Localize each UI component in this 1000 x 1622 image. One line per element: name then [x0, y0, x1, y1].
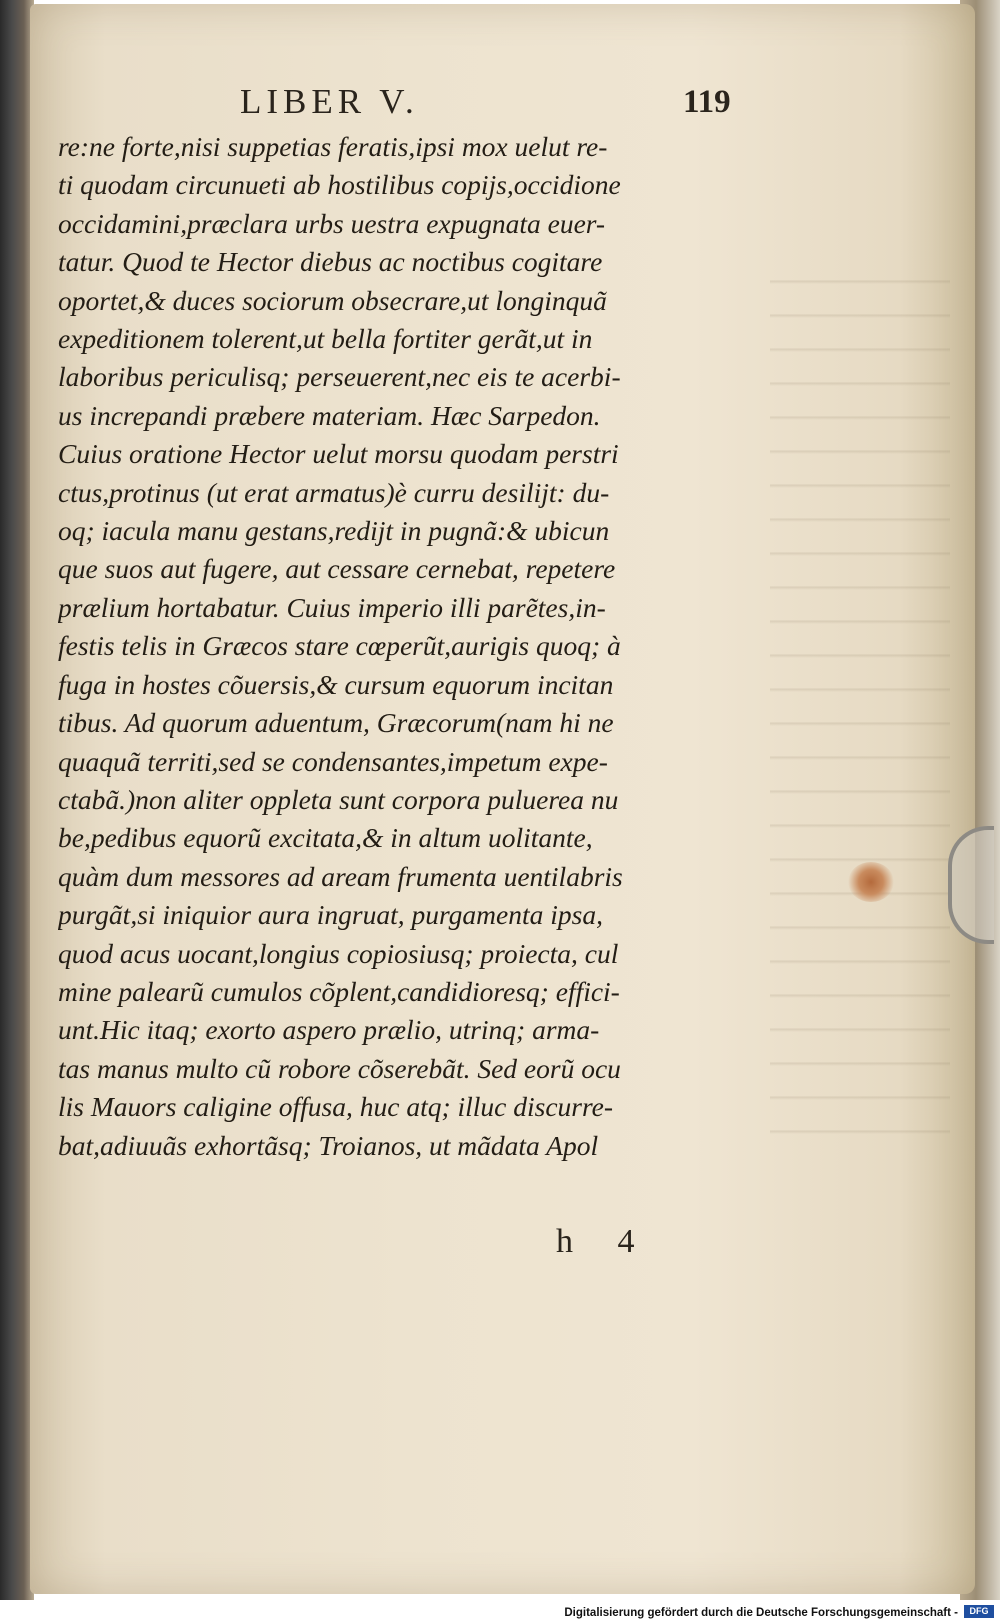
page-number: 119 [683, 84, 731, 120]
text-line: tatur. Quod te Hector diebus ac noctibus cogitare [58, 246, 603, 278]
dfg-logo-icon: DFG [964, 1605, 994, 1618]
text-line: ctus,protinus (ut erat armatus)è curru desilijt: du- [58, 476, 610, 508]
text-line: laboribus periculisq; perseuerent,nec eis te acerbi- [58, 361, 621, 393]
text-line: Cuius oratione Hector uelut morsu quodam perstri [58, 438, 619, 470]
text-line: mine palearũ cumulos cõplent,candidioresq; effici- [58, 975, 620, 1007]
show-through-text [770, 250, 950, 1150]
text-line: unt.Hic itaq; exorto aspero prælio, utrinq; arma- [58, 1014, 600, 1046]
text-line: tas manus multo cũ robore cõserebãt. Sed eorũ ocu [58, 1052, 621, 1084]
text-line: quaquã territi,sed se condensantes,impetum expe- [58, 745, 608, 777]
text-line: bat,adiuuãs exhortãsq; Troianos, ut mãdata Apol [58, 1129, 599, 1161]
page-clip-icon [948, 826, 994, 944]
foxing-stain [848, 862, 894, 902]
text-line: be,pedibus equorũ excitata,& in altum uolitante, [58, 822, 593, 854]
text-line: quod acus uocant,longius copiosiusq; proiecta, cul [58, 937, 619, 969]
text-line: us increpandi præbere materiam. Hæc Sarpedon. [58, 399, 601, 431]
text-line: fuga in hostes cõuersis,& cursum equorum incitan [58, 668, 614, 700]
text-line: ti quodam circunueti ab hostilibus copijs,occidione [58, 169, 621, 201]
text-line: quàm dum messores ad aream frumenta uentilabris [58, 860, 623, 892]
digitization-footer [0, 1600, 1000, 1622]
body-text [58, 128, 748, 1165]
text-line: expeditionem tolerent,ut bella fortiter gerãt,ut in [58, 323, 593, 355]
text-line: festis telis in Græcos stare cœperũt,aurigis quoq; à [58, 630, 621, 662]
signature-mark: h 4 [556, 1223, 653, 1260]
funding-credit: Digitalisierung gefördert durch die Deutsche Forschungsgemeinschaft - [564, 1607, 958, 1619]
book-spine-edge [0, 0, 34, 1622]
text-line: occidamini,præclara urbs uestra expugnata euer- [58, 207, 606, 239]
text-line: que suos aut fugere, aut cessare cernebat, repetere [58, 553, 616, 585]
text-line: ctabã.)non aliter oppleta sunt corpora puluerea nu [58, 783, 619, 815]
text-line: tibus. Ad quorum aduentum, Græcorum(nam hi ne [58, 707, 614, 739]
text-line: oq; iacula manu gestans,redijt in pugnã:& ubicun [58, 515, 610, 547]
text-line: lis Mauors caligine offusa, huc atq; illuc discurre- [58, 1091, 614, 1123]
running-head: LIBER V. [240, 82, 419, 121]
text-line: re:ne forte,nisi suppetias feratis,ipsi mox uelut re- [58, 131, 608, 162]
text-line: oportet,& duces sociorum obsecrare,ut longinquã [58, 284, 607, 316]
text-line: prælium hortabatur. Cuius imperio illi parẽtes,in- [58, 591, 606, 623]
text-line: purgãt,si iniquior aura ingruat, purgamenta ipsa, [58, 899, 603, 931]
